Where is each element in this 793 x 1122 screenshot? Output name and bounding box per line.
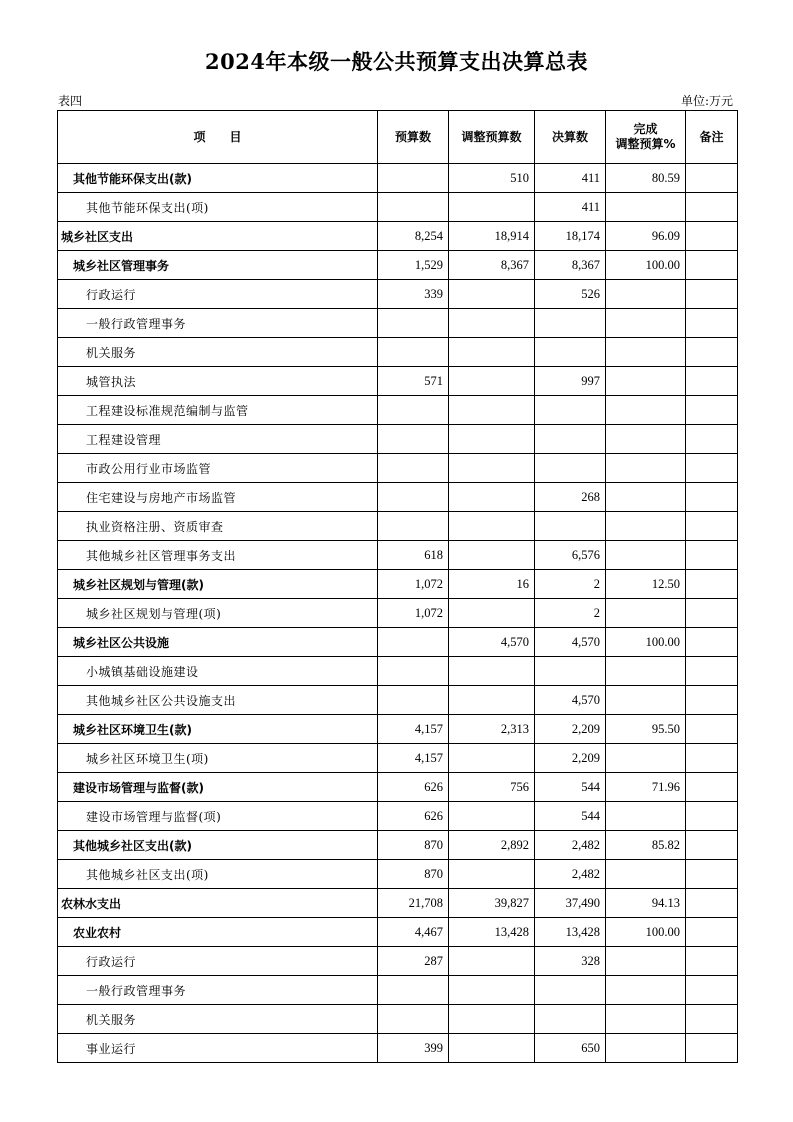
row-adjusted: 39,827	[449, 889, 535, 918]
table-body	[58, 164, 738, 1063]
row-budget: 1,072	[378, 570, 449, 599]
table-row	[58, 860, 738, 889]
row-budget: 339	[378, 280, 449, 309]
table-row	[58, 1034, 738, 1063]
row-note	[686, 773, 738, 802]
row-budget: 870	[378, 831, 449, 860]
row-name: 其他节能环保支出(款)	[58, 164, 378, 193]
row-adjusted	[449, 599, 535, 628]
row-note	[686, 570, 738, 599]
row-adjusted: 756	[449, 773, 535, 802]
row-budget	[378, 657, 449, 686]
row-completion-pct: 96.09	[606, 222, 686, 251]
row-budget: 626	[378, 802, 449, 831]
header-adjusted: 调整预算数	[449, 111, 535, 164]
row-final: 2,482	[535, 860, 606, 889]
row-adjusted	[449, 947, 535, 976]
row-final	[535, 454, 606, 483]
row-note	[686, 309, 738, 338]
row-adjusted: 2,892	[449, 831, 535, 860]
row-name: 机关服务	[58, 1005, 378, 1034]
row-completion-pct	[606, 483, 686, 512]
row-completion-pct: 12.50	[606, 570, 686, 599]
row-name: 建设市场管理与监督(款)	[58, 773, 378, 802]
row-adjusted	[449, 657, 535, 686]
row-final: 2	[535, 570, 606, 599]
row-adjusted: 16	[449, 570, 535, 599]
table-row	[58, 657, 738, 686]
row-name: 工程建设标准规范编制与监管	[58, 396, 378, 425]
row-budget: 870	[378, 860, 449, 889]
header-completion-line2: 调整预算%	[615, 137, 676, 151]
row-note	[686, 512, 738, 541]
table-row	[58, 541, 738, 570]
row-adjusted	[449, 425, 535, 454]
table-row	[58, 1005, 738, 1034]
row-adjusted: 2,313	[449, 715, 535, 744]
table-row	[58, 715, 738, 744]
row-final: 997	[535, 367, 606, 396]
table-row	[58, 628, 738, 657]
row-final	[535, 396, 606, 425]
row-adjusted	[449, 193, 535, 222]
row-name: 机关服务	[58, 338, 378, 367]
row-budget: 4,467	[378, 918, 449, 947]
row-name: 其他城乡社区支出(款)	[58, 831, 378, 860]
row-budget	[378, 425, 449, 454]
table-row	[58, 396, 738, 425]
row-completion-pct	[606, 193, 686, 222]
row-final: 2,209	[535, 715, 606, 744]
row-completion-pct	[606, 338, 686, 367]
table-row	[58, 889, 738, 918]
row-name: 城乡社区环境卫生(项)	[58, 744, 378, 773]
row-note	[686, 541, 738, 570]
row-name: 其他城乡社区管理事务支出	[58, 541, 378, 570]
row-final: 2	[535, 599, 606, 628]
row-budget: 4,157	[378, 715, 449, 744]
row-final: 18,174	[535, 222, 606, 251]
row-adjusted: 18,914	[449, 222, 535, 251]
header-item: 项 目	[58, 111, 378, 164]
row-adjusted	[449, 454, 535, 483]
row-name: 城乡社区规划与管理(款)	[58, 570, 378, 599]
row-adjusted: 4,570	[449, 628, 535, 657]
row-name: 一般行政管理事务	[58, 309, 378, 338]
table-header-row	[58, 111, 738, 164]
table-row	[58, 831, 738, 860]
row-final: 6,576	[535, 541, 606, 570]
row-budget	[378, 512, 449, 541]
row-note	[686, 193, 738, 222]
row-note	[686, 280, 738, 309]
row-name: 住宅建设与房地产市场监管	[58, 483, 378, 512]
row-name: 一般行政管理事务	[58, 976, 378, 1005]
row-final: 544	[535, 773, 606, 802]
table-row	[58, 947, 738, 976]
row-completion-pct	[606, 541, 686, 570]
row-budget: 21,708	[378, 889, 449, 918]
row-name: 其他城乡社区公共设施支出	[58, 686, 378, 715]
row-final: 2,209	[535, 744, 606, 773]
row-adjusted	[449, 338, 535, 367]
row-adjusted	[449, 483, 535, 512]
row-adjusted	[449, 512, 535, 541]
row-completion-pct: 71.96	[606, 773, 686, 802]
row-note	[686, 918, 738, 947]
row-budget	[378, 164, 449, 193]
row-budget: 287	[378, 947, 449, 976]
row-final: 411	[535, 164, 606, 193]
row-final	[535, 1005, 606, 1034]
table-row	[58, 773, 738, 802]
row-final: 268	[535, 483, 606, 512]
row-budget: 1,529	[378, 251, 449, 280]
row-name: 农林水支出	[58, 889, 378, 918]
header-completion	[606, 111, 686, 164]
sheet-label: 表四	[58, 94, 83, 108]
table-row	[58, 251, 738, 280]
row-final: 8,367	[535, 251, 606, 280]
table-row	[58, 222, 738, 251]
row-budget	[378, 338, 449, 367]
table-row	[58, 744, 738, 773]
header-notes: 备注	[686, 111, 738, 164]
table-row	[58, 483, 738, 512]
row-budget: 4,157	[378, 744, 449, 773]
row-adjusted	[449, 367, 535, 396]
row-adjusted: 13,428	[449, 918, 535, 947]
row-completion-pct	[606, 657, 686, 686]
row-final	[535, 309, 606, 338]
row-completion-pct: 100.00	[606, 918, 686, 947]
row-completion-pct	[606, 309, 686, 338]
row-budget: 571	[378, 367, 449, 396]
row-note	[686, 599, 738, 628]
row-final	[535, 657, 606, 686]
row-name: 城乡社区环境卫生(款)	[58, 715, 378, 744]
row-note	[686, 802, 738, 831]
row-completion-pct	[606, 396, 686, 425]
row-final: 37,490	[535, 889, 606, 918]
row-adjusted	[449, 1005, 535, 1034]
row-budget: 399	[378, 1034, 449, 1063]
row-final: 328	[535, 947, 606, 976]
table-row	[58, 280, 738, 309]
table-row	[58, 512, 738, 541]
row-note	[686, 454, 738, 483]
row-budget	[378, 628, 449, 657]
row-name: 行政运行	[58, 947, 378, 976]
row-adjusted	[449, 280, 535, 309]
table-row	[58, 309, 738, 338]
row-name: 小城镇基础设施建设	[58, 657, 378, 686]
row-budget	[378, 1005, 449, 1034]
header-completion-line1: 完成	[633, 122, 658, 136]
table-row	[58, 164, 738, 193]
row-note	[686, 483, 738, 512]
row-name: 城乡社区管理事务	[58, 251, 378, 280]
row-budget: 618	[378, 541, 449, 570]
row-note	[686, 976, 738, 1005]
row-completion-pct	[606, 947, 686, 976]
row-completion-pct	[606, 599, 686, 628]
row-budget	[378, 396, 449, 425]
row-completion-pct	[606, 425, 686, 454]
row-adjusted	[449, 1034, 535, 1063]
row-adjusted	[449, 686, 535, 715]
row-note	[686, 628, 738, 657]
table-row	[58, 193, 738, 222]
row-final: 526	[535, 280, 606, 309]
row-note	[686, 1005, 738, 1034]
row-note	[686, 1034, 738, 1063]
row-final	[535, 338, 606, 367]
row-note	[686, 222, 738, 251]
row-final: 2,482	[535, 831, 606, 860]
row-budget: 8,254	[378, 222, 449, 251]
row-completion-pct	[606, 454, 686, 483]
row-name: 城乡社区支出	[58, 222, 378, 251]
row-final	[535, 425, 606, 454]
row-note	[686, 164, 738, 193]
row-completion-pct: 100.00	[606, 251, 686, 280]
row-name: 事业运行	[58, 1034, 378, 1063]
row-final: 13,428	[535, 918, 606, 947]
row-adjusted	[449, 396, 535, 425]
table-row	[58, 802, 738, 831]
row-note	[686, 744, 738, 773]
row-completion-pct	[606, 976, 686, 1005]
row-completion-pct	[606, 512, 686, 541]
page-title: 2024年本级一般公共预算支出决算总表	[205, 49, 588, 74]
row-adjusted	[449, 976, 535, 1005]
row-completion-pct	[606, 1005, 686, 1034]
row-budget	[378, 976, 449, 1005]
table-row	[58, 425, 738, 454]
row-name: 农业农村	[58, 918, 378, 947]
row-completion-pct: 95.50	[606, 715, 686, 744]
row-completion-pct: 85.82	[606, 831, 686, 860]
row-budget	[378, 309, 449, 338]
row-budget: 1,072	[378, 599, 449, 628]
row-final: 4,570	[535, 686, 606, 715]
row-note	[686, 860, 738, 889]
table-row	[58, 367, 738, 396]
row-name: 执业资格注册、资质审查	[58, 512, 378, 541]
row-budget	[378, 193, 449, 222]
row-note	[686, 686, 738, 715]
table-row	[58, 454, 738, 483]
row-completion-pct: 94.13	[606, 889, 686, 918]
header-budget: 预算数	[378, 111, 449, 164]
row-note	[686, 425, 738, 454]
row-name: 城管执法	[58, 367, 378, 396]
row-final: 411	[535, 193, 606, 222]
row-budget	[378, 483, 449, 512]
row-name: 建设市场管理与监督(项)	[58, 802, 378, 831]
row-completion-pct: 100.00	[606, 628, 686, 657]
row-completion-pct	[606, 860, 686, 889]
row-note	[686, 889, 738, 918]
row-adjusted	[449, 309, 535, 338]
row-note	[686, 251, 738, 280]
row-note	[686, 338, 738, 367]
row-adjusted	[449, 860, 535, 889]
row-budget	[378, 686, 449, 715]
table-row	[58, 976, 738, 1005]
row-completion-pct	[606, 744, 686, 773]
row-adjusted	[449, 541, 535, 570]
row-name: 市政公用行业市场监管	[58, 454, 378, 483]
row-name: 行政运行	[58, 280, 378, 309]
row-final	[535, 976, 606, 1005]
table-row	[58, 599, 738, 628]
header-final: 决算数	[535, 111, 606, 164]
row-note	[686, 396, 738, 425]
row-final: 544	[535, 802, 606, 831]
expenditure-table	[57, 110, 738, 1063]
row-adjusted	[449, 802, 535, 831]
row-completion-pct	[606, 1034, 686, 1063]
row-completion-pct	[606, 802, 686, 831]
table-row	[58, 570, 738, 599]
row-name: 其他节能环保支出(项)	[58, 193, 378, 222]
unit-label: 单位:万元	[680, 94, 733, 108]
table-row	[58, 686, 738, 715]
row-final	[535, 512, 606, 541]
row-completion-pct	[606, 686, 686, 715]
row-final: 650	[535, 1034, 606, 1063]
row-completion-pct: 80.59	[606, 164, 686, 193]
row-note	[686, 831, 738, 860]
table-row	[58, 918, 738, 947]
row-name: 工程建设管理	[58, 425, 378, 454]
row-note	[686, 947, 738, 976]
row-note	[686, 657, 738, 686]
row-completion-pct	[606, 280, 686, 309]
row-note	[686, 367, 738, 396]
row-note	[686, 715, 738, 744]
row-adjusted	[449, 744, 535, 773]
row-final: 4,570	[535, 628, 606, 657]
row-budget	[378, 454, 449, 483]
row-name: 城乡社区公共设施	[58, 628, 378, 657]
row-name: 其他城乡社区支出(项)	[58, 860, 378, 889]
row-budget: 626	[378, 773, 449, 802]
row-name: 城乡社区规划与管理(项)	[58, 599, 378, 628]
row-adjusted: 510	[449, 164, 535, 193]
table-row	[58, 338, 738, 367]
row-completion-pct	[606, 367, 686, 396]
row-adjusted: 8,367	[449, 251, 535, 280]
